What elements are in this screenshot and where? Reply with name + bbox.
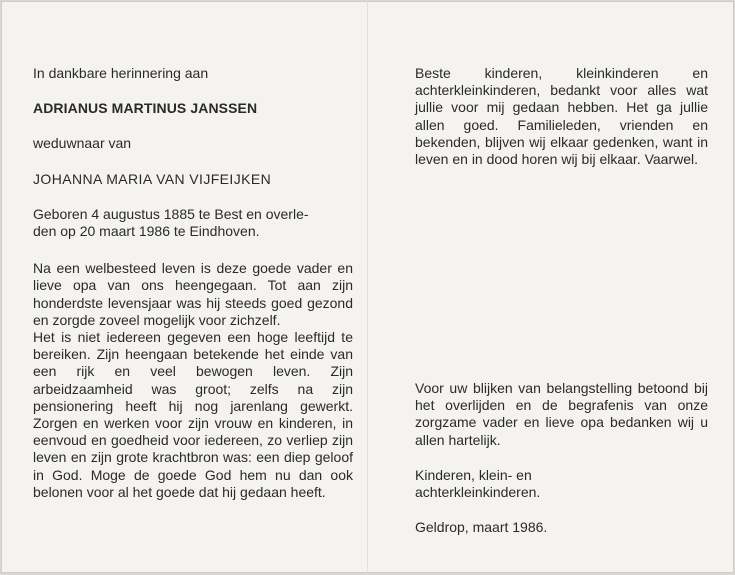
signature-line-1: Kinderen, klein- en xyxy=(415,466,532,483)
signature-line-2: achterkleinkinderen. xyxy=(415,484,541,501)
place-date: Geldrop, maart 1986. xyxy=(415,519,548,536)
thanks-text: Voor uw blijken van belangstelling betoond bij het overlijden en de begrafenis van onze zorgzame vader en lieve opa bedanken wij u allen hartelijk. xyxy=(415,380,708,448)
memorial-card xyxy=(1,1,734,573)
intro-text: In dankbare herinnering aan xyxy=(33,65,209,81)
right-panel xyxy=(415,65,708,168)
right-bottom-panel xyxy=(415,380,708,536)
card-fold xyxy=(367,1,368,573)
left-panel xyxy=(33,65,353,501)
relation-text: weduwnaar van xyxy=(33,135,132,152)
tribute-paragraph: Het is niet iedereen gegeven een hoge leeftijd te bereiken. Zijn heengaan betekende het einde van een rijk en veel bewogen leven. Zijn arbeidzaamheid was groot; zelfs na zijn pensionering heeft hij nog jarenlang gewerkt. Zorgen en werken voor zijn vrouw en kinderen, in eenvoud en goedheid voor iedereen, zo verliep zijn leven en zijn grote krachtbron was: een diep geloof in God. Moge de goede God hem nu dan ook belonen voor al het goede dat hij gedaan heeft. xyxy=(33,329,353,500)
life-paragraph: Na een welbesteed leven is deze goede vader en lieve opa van ons heengegaan. Tot aan zijn honderdste levensjaar was hij steeds goed gezond en zorgde zoveel mogelijk voor zichzelf. xyxy=(33,260,353,328)
spouse-name: JOHANNA MARIA VAN VIJFEIJKEN xyxy=(33,170,272,187)
deceased-name: ADRIANUS MARTINUS JANSSEN xyxy=(33,100,258,117)
farewell-message: Beste kinderen, kleinkinderen en achterkleinkinderen, bedankt voor alles wat jullie voor mij gedaan hebben. Het ga jullie allen goed. Familieleden, vrienden en bekenden, blijven wij elkaar gedenken, want in leven en in dood horen wij bij elkaar. Vaarwel. xyxy=(415,65,708,168)
birth-death-line-1: Geboren 4 augustus 1885 te Best en overle- xyxy=(33,205,309,222)
birth-death-line-2: den op 20 maart 1986 te Eindhoven. xyxy=(33,223,260,240)
